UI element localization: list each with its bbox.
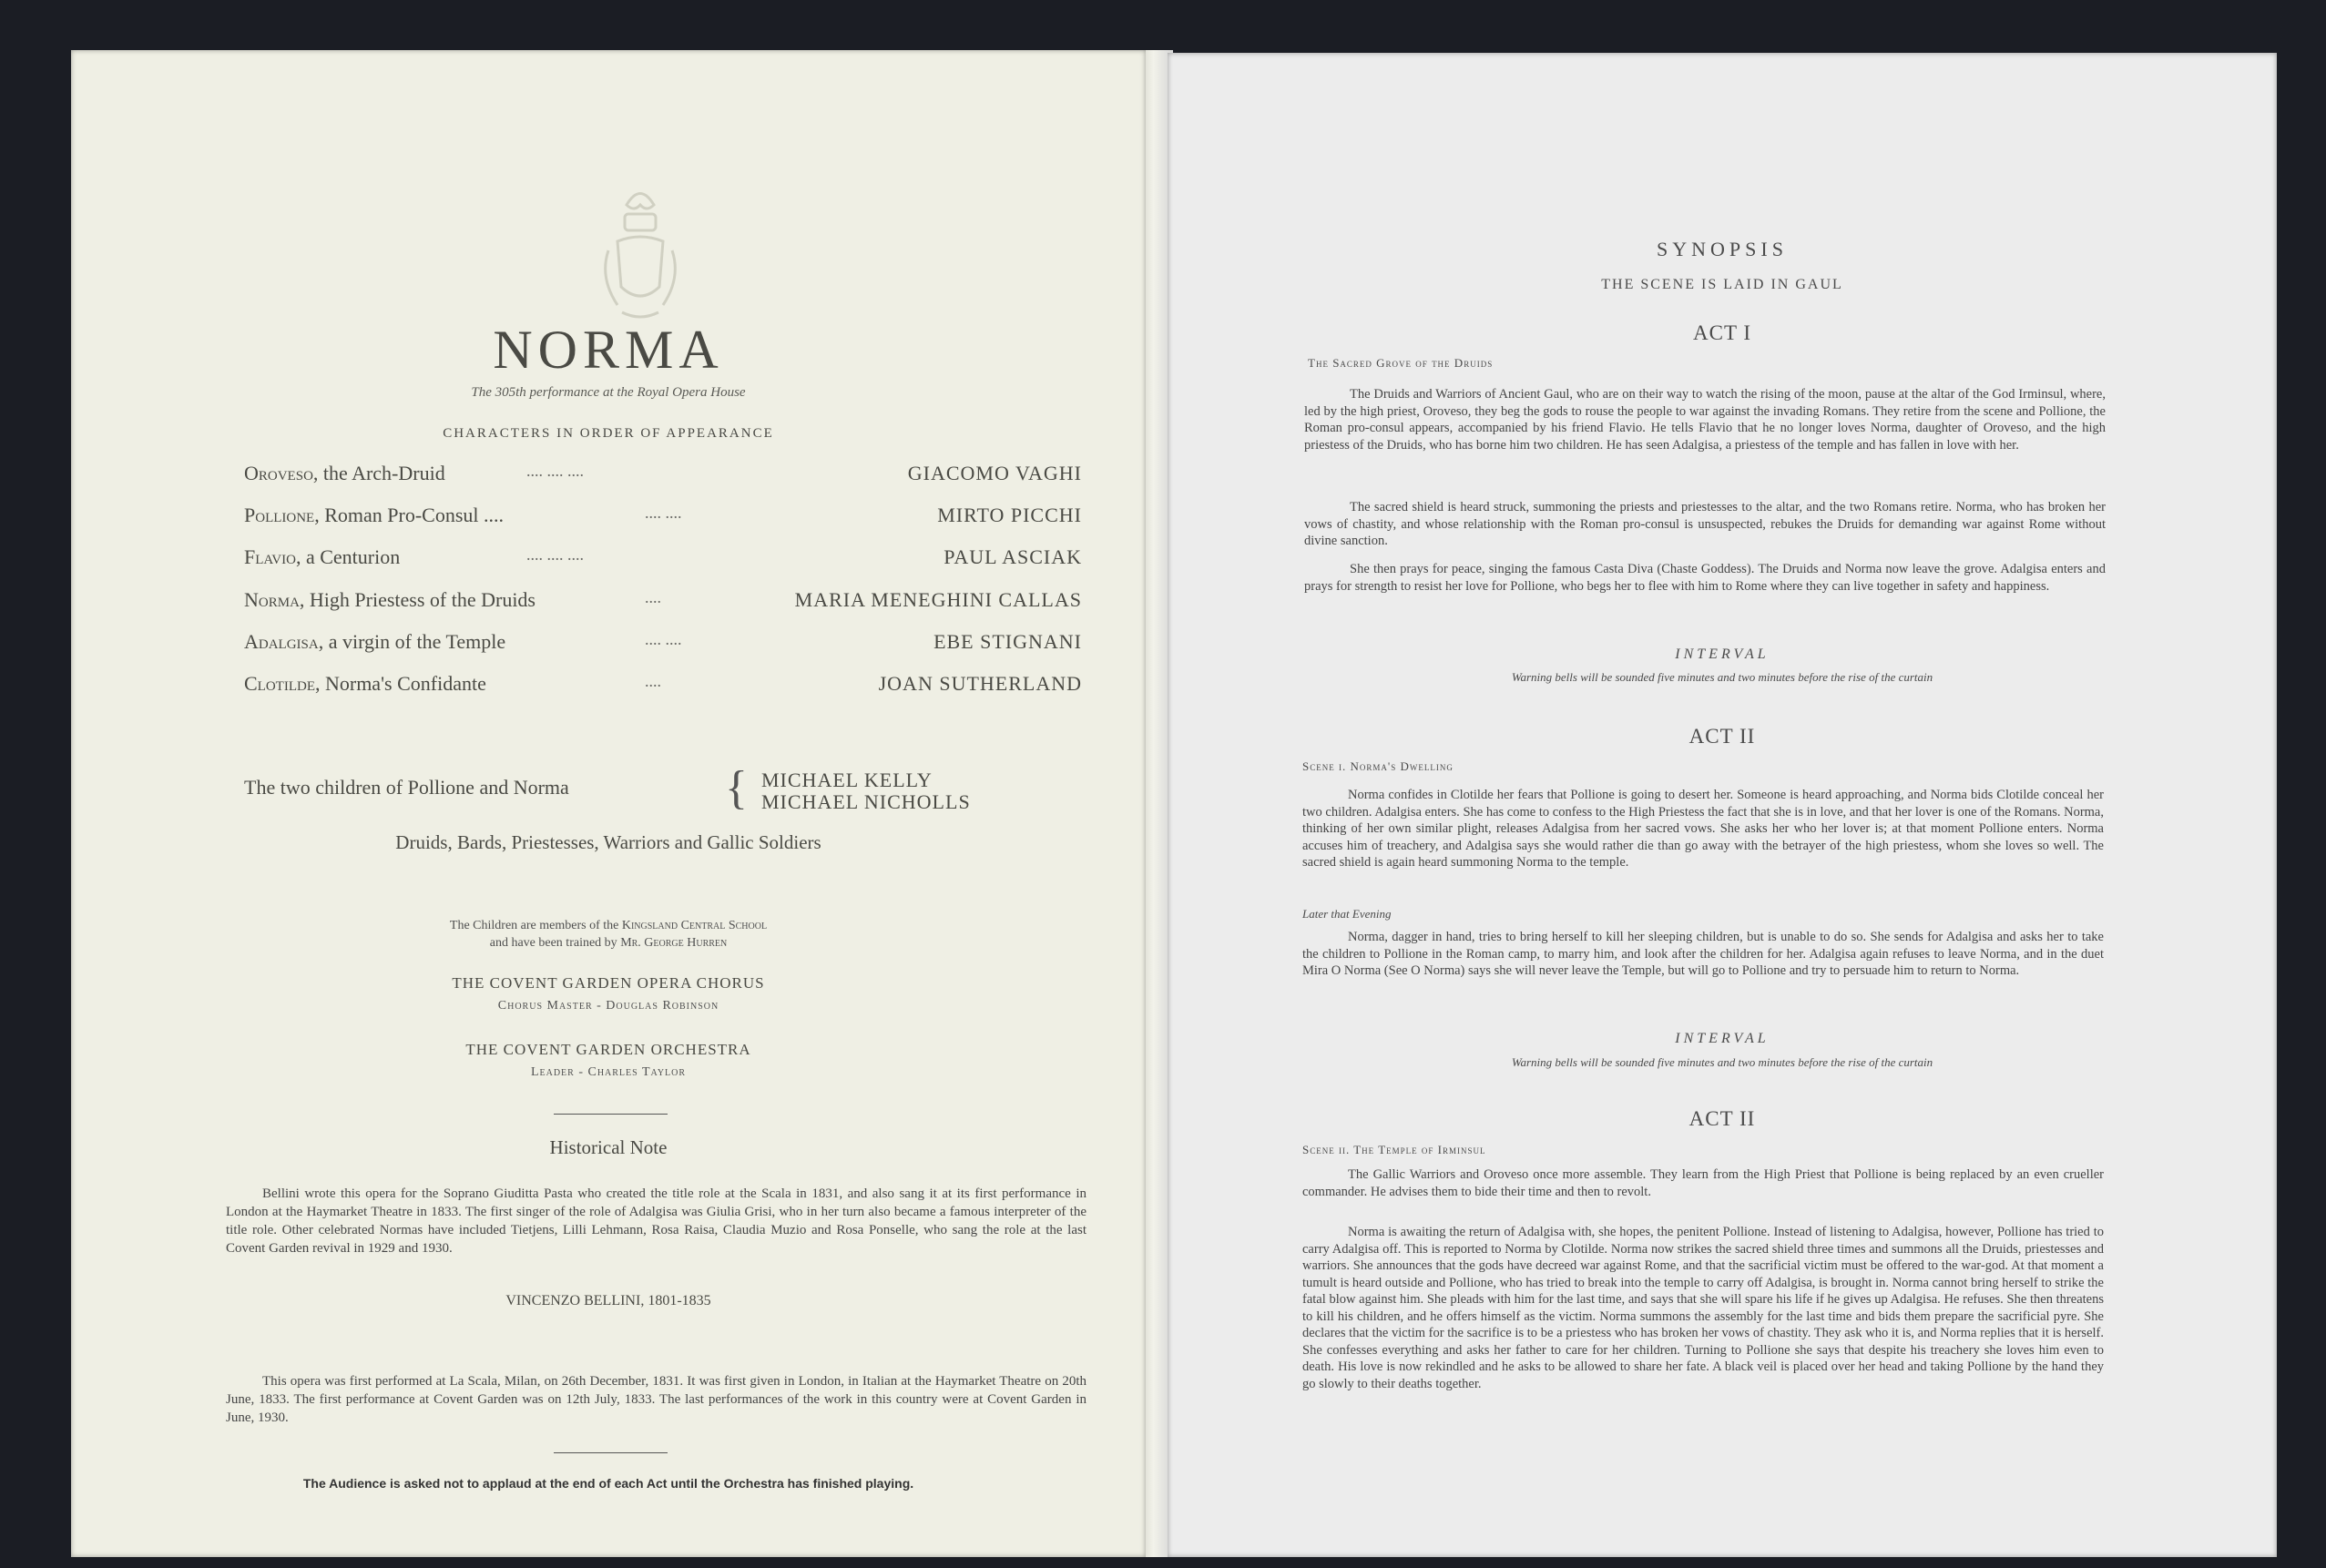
scene-label: Later that Evening	[1302, 907, 1392, 921]
synopsis-paragraph: The Druids and Warriors of Ancient Gaul, who are on their way to watch the rising of the moon, pause at the altar of the God Irminsul, where, led by the high priest, Oroveso, they beg the gods to rouse the people to war against the invading Romans. They retire from the scene and Pollione, the Roman pro-consul appears, accompanied by his friend Flavio. He tells Flavio that he no longer loves Norma, daughter of Oroveso, and the high priestess of the Druids, who has borne him two children. He has seen Adalgisa, a priestess of the temple and has fallen in love with her.	[1304, 387, 2106, 453]
performance-subtitle: The 305th performance at the Royal Opera House	[471, 385, 746, 400]
role-desc: High Priestess of the Druids	[304, 588, 536, 611]
interval-label: INTERVAL	[1675, 1031, 1770, 1046]
role-name: Oroveso,	[244, 462, 319, 484]
singer-name: GIACOMO VAGHI	[907, 462, 1082, 484]
audience-note: The Audience is asked not to applaud at the end of each Act until the Orchestra has finished playing.	[302, 1476, 914, 1491]
warning-note: Warning bells will be sounded five minutes and two minutes before the rise of the curtain	[1511, 1055, 1933, 1069]
singer-name: EBE STIGNANI	[933, 630, 1082, 653]
act-heading: ACT II	[1688, 1107, 1756, 1130]
trainer-name: Mr. George Hurren	[620, 936, 728, 950]
bellini-heading: VINCENZO BELLINI, 1801-1835	[505, 1293, 711, 1308]
cast-row	[244, 462, 1082, 498]
orchestra-title: THE COVENT GARDEN ORCHESTRA	[465, 1041, 751, 1058]
chorus-master: Chorus Master - Douglas Robinson	[497, 999, 719, 1013]
interval-label: INTERVAL	[1675, 647, 1770, 662]
historical-text: Bellini wrote this opera for the Soprano Giuditta Pasta who created the title role at the Scala in 1831, and also sang it at its first performance in London at the Haymarket Theatre in 1833. The first singer of the role of Adalgisa was Giulia Grisi, who in her turn also became a famous interpreter of the title role. Other celebrated Normas have included Tietjens, Lilli Lehmann, Rosa Raisa, Claudia Muzio and Rosa Ponselle, who sang the role at the last Covent Garden revival in 1929 and 1930.	[226, 1186, 1086, 1256]
act-heading: ACT II	[1688, 725, 1756, 748]
role-name: Adalgisa,	[244, 630, 324, 653]
synopsis-paragraph: Norma confides in Clotilde her fears that Pollione is going to desert her. Someone is heard approaching, and Norma bids Clotilde conceal her two children. Adalgisa enters. She has come to confess to the High Priestess the fact that she is in love, and that her lover is one of the Romans. Norma, thinking of her own similar plight, releases Adalgisa from her sacred vows. She asks her who her lover is; at that moment Pollione enters. Norma accuses him of treachery, and Adalgisa says she would rather die than go away with the betrayer of the high priestess, whom she loves so well. The sacred shield is again heard summoning Norma to the temple.	[1302, 788, 2104, 870]
role-desc: Norma's Confidante	[320, 672, 486, 695]
singer-name: JOAN SUTHERLAND	[878, 672, 1082, 695]
role-name: Flavio,	[244, 545, 301, 568]
ensemble-line: Druids, Bards, Priestesses, Warriors and Gallic Soldiers	[395, 831, 821, 853]
dot-leader: .... ....	[645, 630, 682, 648]
cast-row	[244, 504, 1082, 540]
cast-row	[244, 630, 1082, 667]
brace-glyph: {	[725, 762, 748, 814]
role-desc: Roman Pro-Consul ....	[319, 504, 505, 526]
scene-location: THE SCENE IS LAID IN GAUL	[1601, 277, 1843, 292]
scene-label: The Sacred Grove of the Druids	[1308, 356, 1494, 370]
royal-crest-emblem	[590, 178, 690, 323]
school-note	[71, 917, 1146, 952]
warning-note: Warning bells will be sounded five minutes and two minutes before the rise of the curtain	[1511, 670, 1933, 684]
synopsis-paragraph: She then prays for peace, singing the famous Casta Diva (Chaste Goddess). The Druids and Norma now leave the grove. Adalgisa enters and prays for strength to resist her love for Pollione, who begs her to flee with him to Rome where they can live together in safety and happiness.	[1304, 562, 2106, 594]
singer-name: MICHAEL KELLY	[761, 769, 933, 791]
bellini-text: This opera was first performed at La Scala, Milan, on 26th December, 1831. It was first given in London, in Italian at the Haymarket Theatre on 20th June, 1833. The first performance at Covent Garden was on 12th July, 1833. The last performances of the work in this country were at Covent Garden in June, 1930.	[226, 1374, 1086, 1425]
singer-name: MICHAEL NICHOLLS	[761, 790, 971, 813]
synopsis-paragraph: The Gallic Warriors and Oroveso once more assemble. They learn from the High Priest that Pollione is being replaced by an even crueller commander. He advises them to bide their time and then to revolt.	[1302, 1167, 2104, 1199]
dot-leader: .... .... ....	[526, 462, 584, 480]
school-name: Kingsland Central School	[621, 919, 768, 932]
synopsis-paragraph: Norma is awaiting the return of Adalgisa with, she hopes, the penitent Pollione. Instead of listening to Adalgisa, however, Pollione has tried to carry Adalgisa off. This is reported to Norma by Clotilde. Norma now strikes the sacred shield three times and summons all the Druids, priestesses and warriors. She announces that the gods have decreed war against Rome, and that the sacrificial victim must be offered to the war-god. At that moment a tumult is heard outside and Pollione, who has tried to break into the temple to carry off Adalgisa, is brought in. Norma cannot bring herself to strike the fatal blow against him. She pleads with him for the last time, and says that she will spare his life if he gives up Adalgisa. He refuses. She then threatens to kill his children, and he offers himself as the victim. Norma summons the assembly for the last time and bids them prepare the sacrificial pyre. She declares that the victim for the sacrifice is to be a priestess who has broken her vows of chastity. They ask who it is, and Norma replies that it is herself. She confesses everything and asks her father to care for her children. Turning to Pollione she says that despite his treachery she loves him even to death. His love is now rekindled and he asks to be allowed to share her fate. A black veil is placed over her head and taking Pollione by the hand they go slowly to their deaths together.	[1302, 1225, 2104, 1391]
children-singers	[761, 769, 971, 813]
singer-name: PAUL ASCIAK	[944, 545, 1082, 568]
role-desc: a Centurion	[301, 545, 401, 568]
opera-title: NORMA	[493, 320, 724, 380]
role-name: Pollione,	[244, 504, 320, 526]
role-desc: the Arch-Druid	[318, 462, 445, 484]
left-page	[71, 50, 1146, 1557]
act-heading: ACT I	[1693, 321, 1751, 344]
singer-name: MARIA MENEGHINI CALLAS	[794, 588, 1082, 611]
role-desc: a virgin of the Temple	[323, 630, 506, 653]
right-page	[1168, 53, 2277, 1557]
singer-name: MIRTO PICCHI	[937, 504, 1082, 526]
divider	[554, 1114, 668, 1115]
chorus-title: THE COVENT GARDEN OPERA CHORUS	[452, 974, 765, 992]
divider	[554, 1452, 668, 1453]
cast-row	[244, 672, 1082, 708]
synopsis-heading: SYNOPSIS	[1657, 238, 1788, 260]
dot-leader: .... .... ....	[526, 545, 584, 564]
role-name: Clotilde,	[244, 672, 321, 695]
role-name: Norma,	[244, 588, 305, 611]
school-text: The Children are members of the	[449, 919, 622, 932]
dot-leader: .... ....	[645, 504, 682, 522]
synopsis-paragraph: Norma, dagger in hand, tries to bring herself to kill her sleeping children, but is unable to do so. She sends for Adalgisa and asks her to take the children to Pollione in the Roman camp, to marry him, and look after the children for her. Adalgisa again refuses to leave Norma, and in the duet Mira O Norma (See O Norma) says she will never leave the Temple, but will go to Pollione and try to persuade him to return to Norma.	[1302, 930, 2104, 978]
scene-label: Scene i. Norma's Dwelling	[1302, 759, 1454, 773]
synopsis-paragraph: The sacred shield is heard struck, summoning the priests and priestesses to the altar, and the two Romans retire. Norma, who has broken her vows of chastity, and whose relationship with the Roman pro-consul is unsuspected, rebukes the Druids for demanding war against Rome without divine sanction.	[1304, 500, 2106, 548]
cast-row	[244, 588, 1082, 625]
dot-leader: ....	[645, 588, 661, 606]
orchestra-leader: Leader - Charles Taylor	[530, 1065, 687, 1079]
cast-row	[244, 545, 1082, 582]
trainer-text: and have been trained by	[489, 936, 621, 950]
dot-leader: ....	[645, 672, 661, 690]
children-role: The two children of Pollione and Norma	[244, 776, 569, 799]
scene-label: Scene ii. The Temple of Irminsul	[1302, 1143, 1486, 1156]
historical-heading: Historical Note	[549, 1136, 668, 1158]
characters-heading: CHARACTERS IN ORDER OF APPEARANCE	[443, 426, 774, 441]
